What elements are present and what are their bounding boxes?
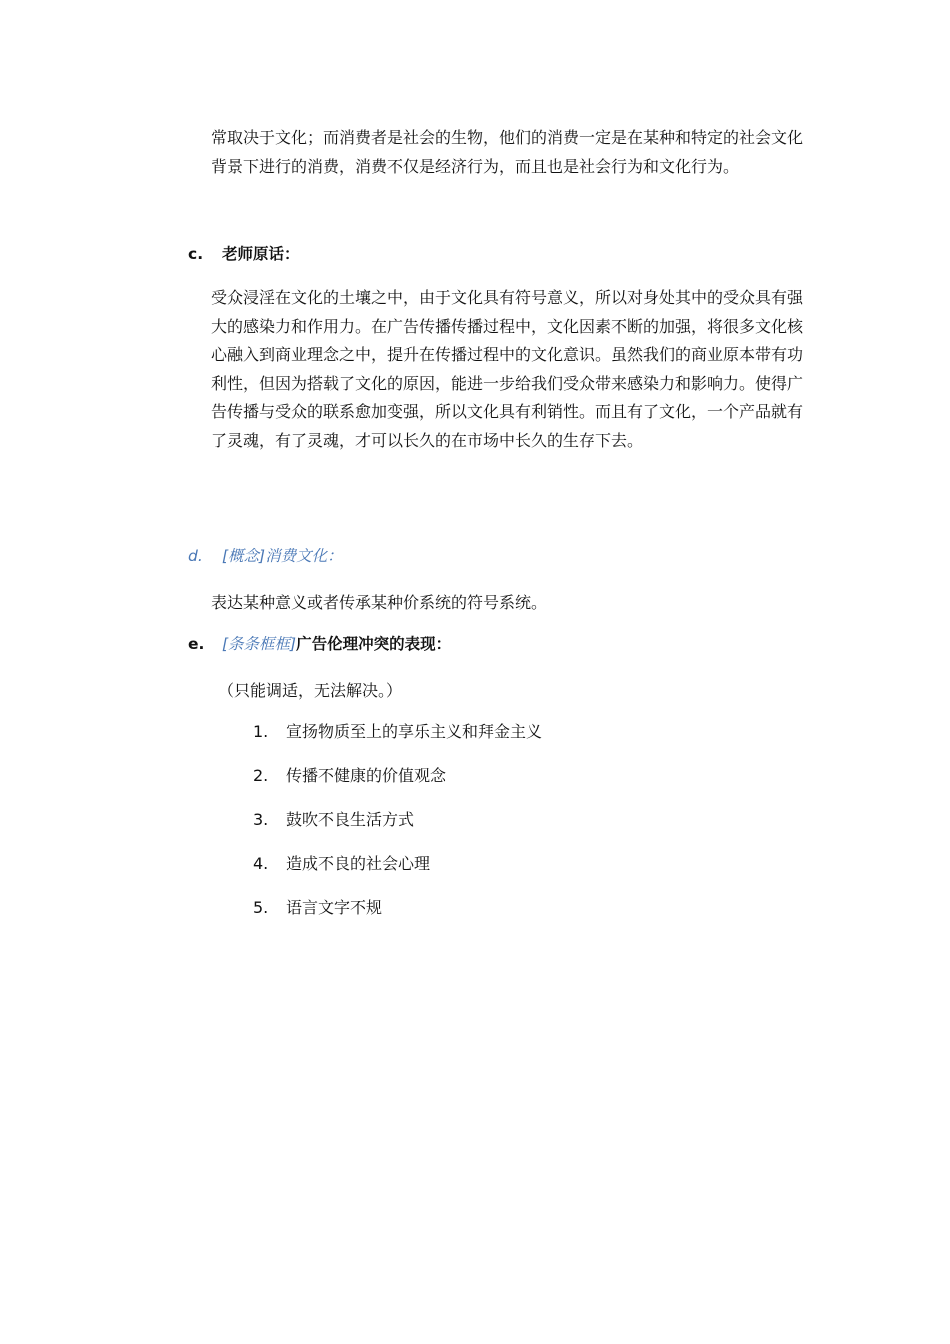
section-d-title: 消费文化：	[265, 547, 343, 565]
list-item-text: 传播不健康的价值观念	[286, 766, 447, 785]
list-item-number: 2.	[253, 766, 269, 785]
section-e-marker: e.	[188, 635, 205, 653]
section-c-marker: c.	[188, 245, 204, 263]
section-c-heading	[188, 243, 300, 265]
list-item	[253, 897, 542, 941]
section-d-tag: [概念]	[222, 547, 266, 565]
list-item-text: 宣扬物质至上的享乐主义和拜金主义	[286, 722, 543, 741]
section-d-heading	[188, 545, 343, 567]
section-e-title: 广告伦理冲突的表现：	[296, 635, 452, 653]
section-c-title: 老师原话：	[222, 245, 300, 263]
list-item	[253, 721, 542, 765]
ethics-conflict-list	[253, 721, 542, 941]
list-item-text: 造成不良的社会心理	[286, 854, 431, 873]
intro-paragraph: 常取决于文化；而消费者是社会的生物，他们的消费一定是在某种和特定的社会文化背景下进行的消费，消费不仅是经济行为，而且也是社会行为和文化行为。	[211, 128, 804, 176]
list-item-number: 3.	[253, 810, 269, 829]
list-item	[253, 853, 542, 897]
section-e-note: （只能调适，无法解决。）	[218, 681, 403, 700]
list-item-number: 4.	[253, 854, 269, 873]
section-d-body: 表达某种意义或者传承某种价系统的符号系统。	[211, 593, 548, 612]
list-item	[253, 809, 542, 853]
list-item	[253, 765, 542, 809]
list-item-text: 语言文字不规	[286, 898, 383, 917]
section-c-body: 受众浸淫在文化的土壤之中，由于文化具有符号意义，所以对身处其中的受众具有强大的感染力和作用力。在广告传播传播过程中，文化因素不断的加强，将很多文化核心融入到商业理念之中，提升在传播过程中的文化意识。虽然我们的商业原本带有功利性，但因为搭载了文化的原因，能进一步给我们受众带来感染力和影响力。使得广告传播与受众的联系愈加变强，所以文化具有利销性。而且有了文化，一个产品就有了灵魂，有了灵魂，才可以长久的在市场中长久的生存下去。	[211, 288, 804, 450]
list-item-number: 5.	[253, 898, 269, 917]
list-item-number: 1.	[253, 722, 269, 741]
section-e-tag: [条条框框]	[222, 635, 297, 653]
section-d-marker: d.	[188, 547, 203, 565]
list-item-text: 鼓吹不良生活方式	[286, 810, 415, 829]
section-e-heading	[188, 633, 451, 655]
